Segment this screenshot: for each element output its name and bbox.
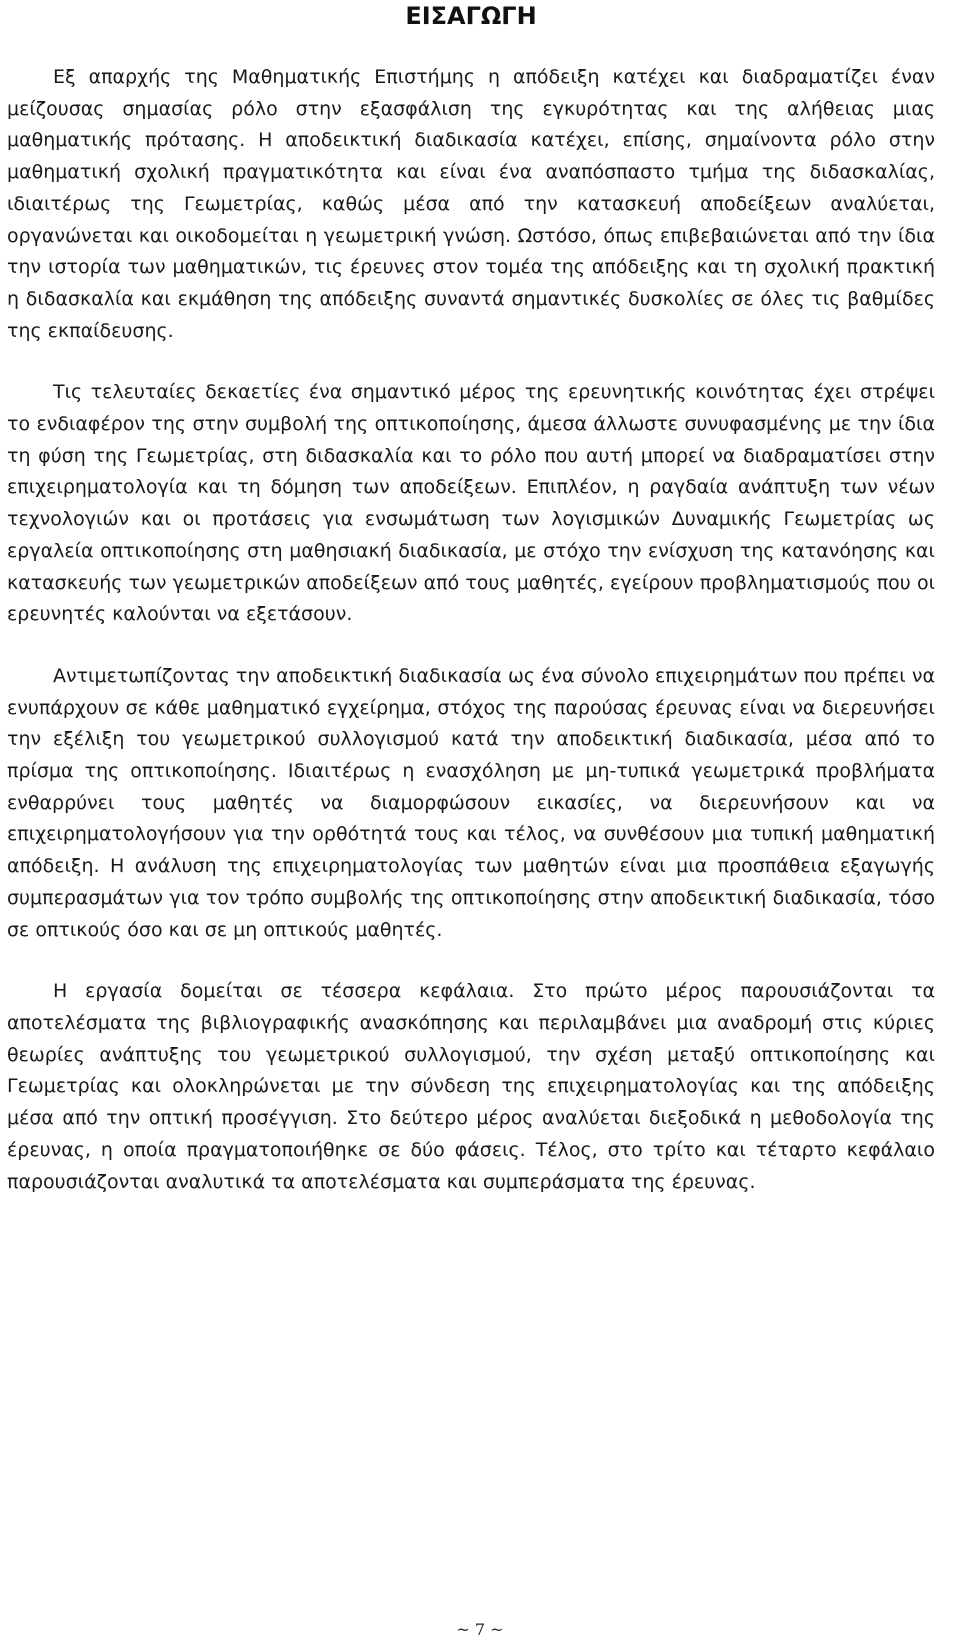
paragraph: Αντιμετωπίζοντας την αποδεικτική διαδικασία ως ένα σύνολο επιχειρημάτων που πρέπει να ενυπάρχουν σε κάθε μαθηματικό εγχείρημα, στόχος της παρούσας έρευνας είναι να διερευνήσει την εξέλιξη του γεωμετρικού συλλογισμού κατά την αποδεικτική διαδικασία, μέσα από το πρίσμα της οπτικοποίησης. Ιδιαιτέρως η ενασχόληση με μη-τυπικά γεωμετρικά προβλήματα ενθαρρύνει τους μαθητές να διαμορφώσουν εικασίες, να διερευνήσουν και να επιχειρηματολογήσουν για την ορθότητά τους και τέλος, να συνθέσουν μια τυπική μαθηματική απόδειξη. Η ανάλυση της επιχειρηματολογίας των μαθητών είναι μια προσπάθεια εξαγωγής συμπερασμάτων για τον τρόπο συμβολής της οπτικοποίησης στην αποδεικτική διαδικασία, τόσο σε οπτικούς όσο και σε μη οπτικούς μαθητές. — [7, 664, 935, 941]
page-title: ΕΙΣΑΓΩΓΗ — [405, 2, 537, 30]
paragraph: Τις τελευταίες δεκαετίες ένα σημαντικό μέρος της ερευνητικής κοινότητας έχει στρέψει το ενδιαφέρον της στην συμβολή της οπτικοποίησης, άμεσα άλλωστε συνυφασμένης με την ίδια τη φύση της Γεωμετρίας, στη διδασκαλία και το ρόλο που αυτή μπορεί να διαδραματίσει στην επιχειρηματολογία και τη δόμηση των αποδείξεων. Επιπλέον, η ραγδαία ανάπτυξη των νέων τεχνολογιών και οι προτάσεις για ενσωμάτωση των λογισμικών Δυναμικής Γεωμετρίας ως εργαλεία οπτικοποίησης στη μαθησιακή διαδικασία, με στόχο την ενίσχυση της κατανόησης και κατασκευής των γεωμετρικών αποδείξεων από τους μαθητές, εγείρουν προβληματισμούς που οι ερευνητές καλούνται να εξετάσουν. — [7, 381, 935, 626]
body-text — [7, 62, 935, 1198]
paragraph: Η εργασία δομείται σε τέσσερα κεφάλαια. Στο πρώτο μέρος παρουσιάζονται τα αποτελέσματα της βιβλιογραφικής ανασκόπησης και περιλαμβάνει μια αναδρομή στις κύριες θεωρίες ανάπτυξης του γεωμετρικού συλλογισμού, την σχέση μεταξύ οπτικοποίησης και Γεωμετρίας και ολοκληρώνεται με την σύνδεση της επιχειρηματολογίας και της απόδειξης μέσα από την οπτική προσέγγιση. Στο δεύτερο μέρος αναλύεται διεξοδικά η μεθοδολογία της έρευνας, η οποία πραγματοποιήθηκε σε δύο φάσεις. Τέλος, στο τρίτο και τέταρτο κεφάλαιο παρουσιάζονται αναλυτικά τα αποτελέσματα και συμπεράσματα της έρευνας. — [7, 980, 935, 1193]
paragraph: Εξ απαρχής της Μαθηματικής Επιστήμης η απόδειξη κατέχει και διαδραματίζει έναν μείζουσας σημασίας ρόλο στην εξασφάλιση της εγκυρότητας και της αλήθειας μιας μαθηματικής πρότασης. Η αποδεικτική διαδικασία κατέχει, επίσης, σημαίνοντα ρόλο στην μαθηματική σχολική πραγματικότητα και είναι ένα αναπόσπαστο τμήμα της διδασκαλίας, ιδιαιτέρως της Γεωμετρίας, καθώς μέσα από την κατασκευή αποδείξεων αναλύεται, οργανώνεται και οικοδομείται η γεωμετρική γνώση. Ωστόσο, όπως επιβεβαιώνεται από την ίδια την ιστορία των μαθηματικών, τις έρευνες στον τομέα της απόδειξης και τη σχολική πρακτική η διδασκαλία και εκμάθηση της απόδειξης συναντά σημαντικές δυσκολίες σε όλες τις βαθμίδες της εκπαίδευσης. — [7, 66, 935, 342]
page-number: ~ 7 ~ — [456, 1620, 504, 1639]
